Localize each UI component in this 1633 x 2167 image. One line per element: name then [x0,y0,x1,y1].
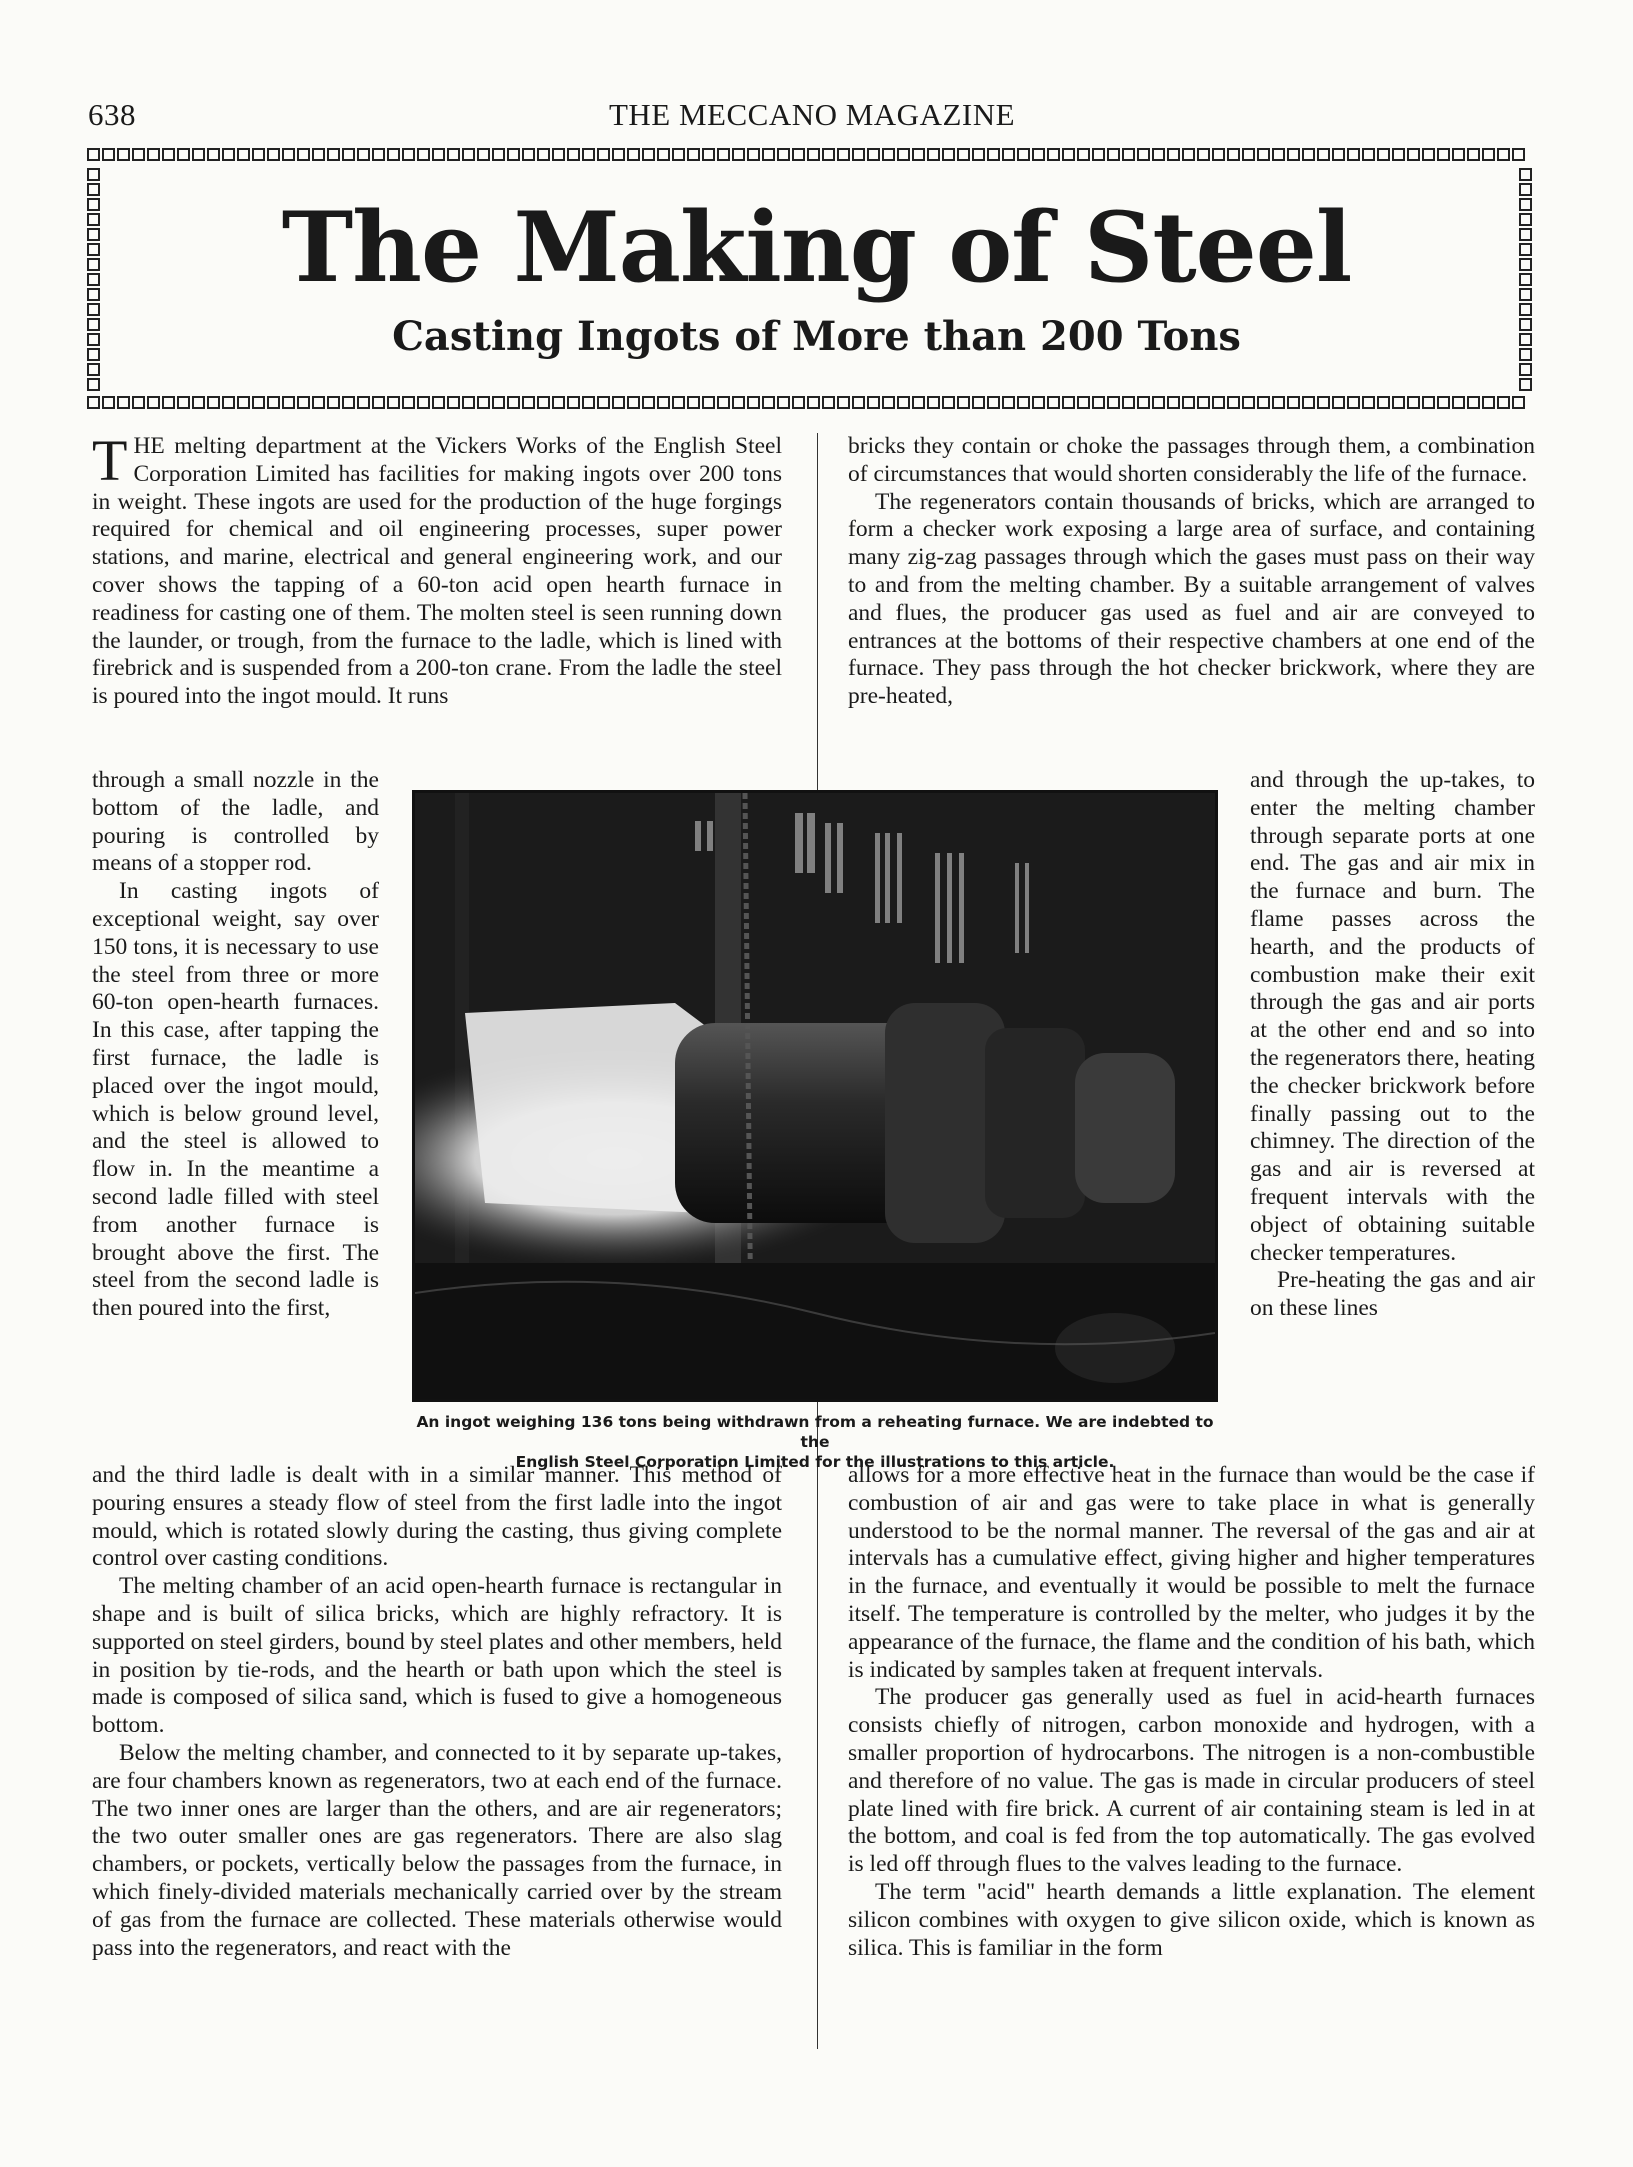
border-square [552,148,565,161]
border-square [1467,396,1480,409]
border-square [222,148,235,161]
border-square [1152,396,1165,409]
border-square [1077,396,1090,409]
border-square [1407,148,1420,161]
border-square [1497,396,1510,409]
border-square [807,148,820,161]
border-square [1242,396,1255,409]
border-square [687,396,700,409]
border-square [852,396,865,409]
border-square [312,396,325,409]
border-square [1392,148,1405,161]
border-square [417,148,430,161]
border-square [1167,148,1180,161]
border-square [1242,148,1255,161]
border-square [1212,396,1225,409]
border-square [267,396,280,409]
border-square [447,396,460,409]
border-square [1519,168,1532,181]
border-square [627,396,640,409]
border-square [297,396,310,409]
border-square [1482,396,1495,409]
border-square [537,148,550,161]
border-square [402,148,415,161]
border-square [402,396,415,409]
border-square [927,396,940,409]
border-square [1302,148,1315,161]
border-square [1047,148,1060,161]
running-header [88,97,1536,137]
border-square [282,396,295,409]
border-square [417,396,430,409]
border-square [102,148,115,161]
border-square [117,396,130,409]
border-square [777,148,790,161]
border-square [1422,396,1435,409]
border-square [282,148,295,161]
border-square [1107,396,1120,409]
border-square [1332,148,1345,161]
border-square [837,396,850,409]
paragraph: The melting chamber of an acid open-hearth furnace is rectangular in shape and is built of silica bricks, which are highly refractory. It is supported on steel girders, bound by steel plates and other members, held in position by tie-rods, and the hearth or bath upon which the steel is made is composed of silica sand, which is fused to give a homogeneous bottom. [92,1573,782,1739]
border-square [522,148,535,161]
border-square [237,396,250,409]
border-square [1257,396,1270,409]
border-square [972,148,985,161]
left-column-narrow [92,767,379,1323]
border-square [312,148,325,161]
border-square [1197,148,1210,161]
border-square [942,396,955,409]
right-column-bottom [848,1462,1535,1962]
right-column-top [848,433,1535,711]
border-square [912,148,925,161]
border-square [702,148,715,161]
drop-cap: T [92,428,128,493]
border-square [672,396,685,409]
border-square [762,148,775,161]
page-number: 638 [88,97,136,132]
border-square [147,148,160,161]
magazine-title: THE MECCANO MAGAZINE [608,97,1016,132]
title-border-top [86,147,1538,167]
border-square [1062,148,1075,161]
border-square [837,148,850,161]
border-square [192,148,205,161]
border-square [912,396,925,409]
caption-line: An ingot weighing 136 tons being withdrawn from a reheating furnace. We are indebted to the [416,1413,1214,1451]
border-square [207,396,220,409]
border-square [567,148,580,161]
paragraph: bricks they contain or choke the passages through them, a combination of circumstances that would shorten considerably the life of the furnace. [848,433,1535,487]
border-square [237,148,250,161]
paragraph: Pre-heating the gas and air on these lines [1250,1267,1535,1322]
paragraph: In casting ingots of exceptional weight, say over 150 tons, it is necessary to use the steel from three or more 60-ton open-hearth furnaces. In this case, after tapping the first furnace, the ladle is placed over the ingot mould, which is below ground level, and the steel is allowed to flow in. In the meantime a second ladle filled with steel from another furnace is brought above the first. The steel from the second ladle is then poured into the first, [92,878,379,1322]
border-square [207,148,220,161]
border-square [867,396,880,409]
border-square [762,396,775,409]
border-square [1347,148,1360,161]
border-square [132,148,145,161]
border-square [462,396,475,409]
border-square [1032,396,1045,409]
border-square [567,396,580,409]
border-square [387,396,400,409]
border-square [327,148,340,161]
border-square [357,396,370,409]
right-column-narrow [1250,767,1535,1323]
paragraph: through a small nozzle in the bottom of the ladle, and pouring is controlled by means of a stopper rod. [92,767,379,877]
border-square [432,396,445,409]
border-square [177,396,190,409]
paragraph: and the third ladle is dealt with in a similar manner. This method of pouring ensures a steady flow of steel from the first ladle into the ingot mould, which is rotated slowly during the casting, thus giving complete control over casting conditions. [92,1462,782,1572]
border-square [87,168,100,181]
border-square [372,148,385,161]
border-square [147,396,160,409]
border-square [657,396,670,409]
border-square [1167,396,1180,409]
border-square [387,148,400,161]
border-square [777,396,790,409]
border-square [1047,396,1060,409]
border-square [1317,396,1330,409]
border-square [1392,396,1405,409]
border-square [672,148,685,161]
border-square [1152,148,1165,161]
border-square [1272,148,1285,161]
border-square [747,396,760,409]
border-square [1452,396,1465,409]
paragraph: Below the melting chamber, and connected to it by separate up-takes, are four chambers known as regenerators, two at each end of the furnace. The two inner ones are larger than the others, and are air regenerators; the two outer smaller ones are gas regenerators. There are also slag chambers, or pockets, vertically below the passages from the furnace, in which finely-divided materials mechanically carried over by the stream of gas from the furnace are collected. These materials otherwise would pass into the regenerators, and react with the [92,1739,782,1961]
border-square [1212,148,1225,161]
border-square [1287,396,1300,409]
border-square [792,396,805,409]
border-square [597,396,610,409]
border-square [1122,148,1135,161]
border-square [897,148,910,161]
border-square [1497,148,1510,161]
border-square [162,396,175,409]
border-square [102,396,115,409]
border-square [1519,183,1532,196]
border-square [1227,396,1240,409]
border-square [1122,396,1135,409]
paragraph: THE melting department at the Vickers Works of the English Steel Corporation Limited has facilities for making ingots over 200 tons in weight. These ingots are used for the production of the huge forgings required for chemical and oil engineering processes, super power stations, and marine, electrical and general engineering work, and our cover shows the tapping of a 60-ton acid open hearth furnace in readiness for casting one of them. The molten steel is seen running down the launder, or trough, from the furnace to the ladle, which is lined with firebrick and is suspended from a 200-ton crane. From the ladle the steel is poured into the ingot mould. It runs [92,428,782,710]
left-column-bottom [92,1462,782,1962]
border-square [1077,148,1090,161]
border-square [1182,148,1195,161]
border-square [1092,148,1105,161]
border-square [1017,396,1030,409]
border-square [117,148,130,161]
border-square [252,148,265,161]
left-column-top [92,428,782,711]
border-square [252,396,265,409]
border-square [1017,148,1030,161]
border-square [522,396,535,409]
border-square [732,396,745,409]
border-square [1197,396,1210,409]
article-title: The Making of Steel [281,191,1352,304]
border-square [747,148,760,161]
border-square [882,396,895,409]
border-square [792,148,805,161]
border-square [1482,148,1495,161]
border-square [327,396,340,409]
border-square [1512,148,1525,161]
paragraph: The term "acid" hearth demands a little explanation. The element silicon combines with oxygen to give silicon oxide, which is known as silica. This is familiar in the form [848,1878,1535,1961]
border-square [1092,396,1105,409]
border-square [1422,148,1435,161]
border-square [927,148,940,161]
border-square [702,396,715,409]
title-border-bottom [86,395,1538,415]
border-square [612,396,625,409]
paragraph: The regenerators contain thousands of bricks, which are arranged to form a checker work exposing a large area of surface, and containing many zig-zag passages through which the gases must pass on their way to and from the melting chamber. By a suitable arrangement of valves and flues, the producer gas used as fuel and air are conveyed to entrances at the bottoms of their respective chambers at one end of the furnace. They pass through the hot checker brickwork, where they are pre-heated, [848,488,1535,710]
photo-illustration [415,793,1215,1399]
border-square [732,148,745,161]
border-square [627,148,640,161]
border-square [1519,363,1532,376]
border-square [1437,396,1450,409]
border-square [1377,148,1390,161]
border-square [1317,148,1330,161]
border-square [642,148,655,161]
border-square [822,148,835,161]
border-square [342,396,355,409]
border-square [192,396,205,409]
border-square [942,148,955,161]
border-square [87,183,100,196]
border-square [447,148,460,161]
border-square [1287,148,1300,161]
border-square [432,148,445,161]
border-square [1362,148,1375,161]
border-square [612,148,625,161]
border-square [1377,396,1390,409]
border-square [1347,396,1360,409]
border-square [1227,148,1240,161]
border-square [972,396,985,409]
border-square [87,378,100,391]
border-square [87,363,100,376]
border-square [297,148,310,161]
border-square [492,148,505,161]
border-square [492,396,505,409]
paragraph: allows for a more effective heat in the furnace than would be the case if combustion of air and gas were to take place in what is generally understood to be the normal manner. The reversal of the gas and air at intervals has a cumulative effect, giving higher and higher temperatures in the furnace, and eventually it would be possible to melt the furnace itself. The temperature is controlled by the melter, who judges it by the appearance of the furnace, the flame and the condition of his bath, which is indicated by samples taken at frequent intervals. [848,1462,1535,1683]
caption-line: English Steel Corporation Limited for the illustrations to this article. [515,1453,1115,1471]
border-square [1302,396,1315,409]
border-square [987,396,1000,409]
border-square [507,148,520,161]
article-subtitle: Casting Ingots of More than 200 Tons [392,313,1241,360]
border-square [177,148,190,161]
border-square [1062,396,1075,409]
border-square [1437,148,1450,161]
border-square [657,148,670,161]
border-square [357,148,370,161]
photo-caption [412,1412,1218,1472]
border-square [1137,396,1150,409]
border-square [597,148,610,161]
border-square [342,148,355,161]
ingot-photograph [412,790,1218,1402]
border-square [1257,148,1270,161]
border-square [642,396,655,409]
border-square [1407,396,1420,409]
border-square [552,396,565,409]
border-square [897,396,910,409]
border-square [852,148,865,161]
border-square [222,396,235,409]
border-square [582,148,595,161]
border-square [507,396,520,409]
border-square [267,148,280,161]
border-square [1467,148,1480,161]
border-square [1137,148,1150,161]
border-square [717,396,730,409]
border-square [477,148,490,161]
paragraph: and through the up-takes, to enter the melting chamber through separate ports at one end. The gas and air mix in the furnace and burn. The flame passes across the hearth, and the products of combustion make their exit through the gas and air ports at the other end and so into the regenerators there, heating the checker brickwork before finally passing out to the chimney. The direction of the gas and air is reversed at frequent intervals with the object of obtaining suitable checker temperatures. [1250,767,1535,1266]
border-square [867,148,880,161]
border-square [87,148,100,161]
border-square [87,396,100,409]
border-square [822,396,835,409]
border-square [882,148,895,161]
border-square [987,148,1000,161]
border-square [1519,378,1532,391]
border-square [132,396,145,409]
border-square [717,148,730,161]
border-square [687,148,700,161]
border-square [372,396,385,409]
border-square [1332,396,1345,409]
border-square [1362,396,1375,409]
border-square [537,396,550,409]
border-square [462,148,475,161]
border-square [1512,396,1525,409]
border-square [582,396,595,409]
border-square [1272,396,1285,409]
border-square [1182,396,1195,409]
border-square [957,148,970,161]
border-square [477,396,490,409]
border-square [1002,396,1015,409]
border-square [1002,148,1015,161]
paragraph: The producer gas generally used as fuel in acid-hearth furnaces consists chiefly of nitrogen, carbon monoxide and hydrogen, with a smaller proportion of hydrocarbons. The nitrogen is a non-combustible and therefore of no value. The gas is made in circular producers of steel plate lined with fire brick. A current of air containing steam is led in at the bottom, and coal is fed from the top automatically. The gas evolved is led off through flues to the valves leading to the furnace. [848,1684,1535,1878]
border-square [957,396,970,409]
border-square [1107,148,1120,161]
border-square [807,396,820,409]
border-square [1032,148,1045,161]
border-square [1452,148,1465,161]
border-square [162,148,175,161]
